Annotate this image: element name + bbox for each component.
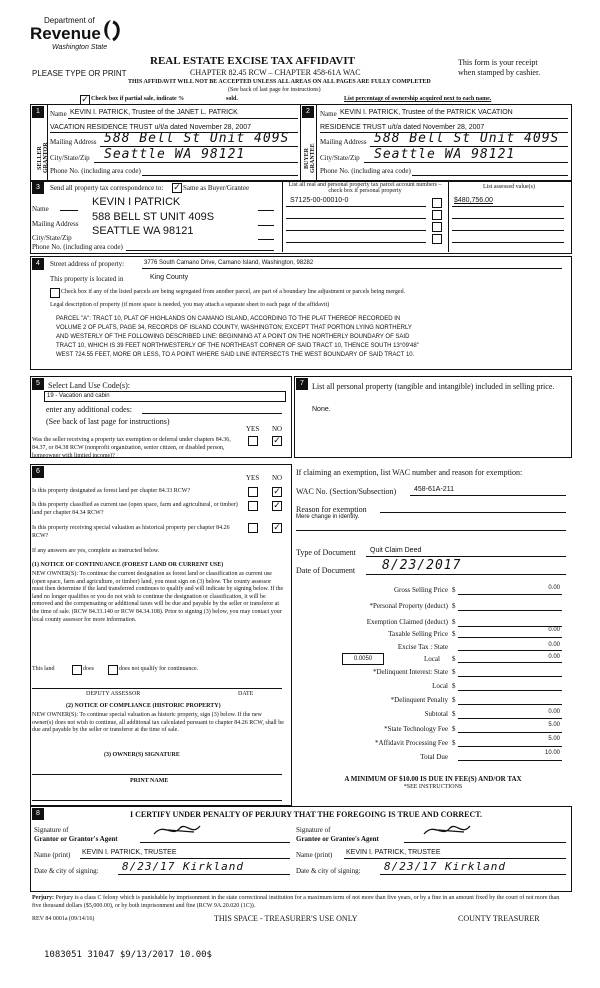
grantee-agent-label: Grantee or Grantee's Agent — [296, 835, 379, 843]
doc-type-label: Type of Document — [296, 548, 356, 557]
agency-line1: Department of — [44, 16, 95, 25]
certify-statement: I CERTIFY UNDER PENALTY OF PERJURY THAT THE FOREGOING IS TRUE AND CORRECT. — [130, 810, 483, 819]
seller-name[interactable]: KEVIN I. PATRICK, Trustee of the JANET L. PATRICK — [70, 109, 238, 116]
seller-city-label: City/State/Zip — [50, 154, 90, 162]
grantee-signature-label-1: Signature of — [296, 826, 331, 834]
exemption-yes-checkbox[interactable] — [248, 436, 258, 446]
exempt-currency: $ — [452, 618, 456, 626]
delinq-local-currency: $ — [452, 682, 456, 690]
personal-property-value[interactable]: None. — [312, 406, 331, 413]
delinq-pen-currency: $ — [452, 696, 456, 704]
form-revision: REV 84 0001a (09/14/16) — [32, 916, 95, 922]
section-8-number: 8 — [32, 808, 44, 820]
buyer-side-label: BUYER GRANTEE — [304, 143, 316, 173]
owner-signature-label: (3) OWNER(S) SIGNATURE — [104, 752, 180, 758]
section-7-number: 7 — [296, 378, 308, 390]
buyer-name-label: Name — [320, 110, 337, 118]
this-land-label: This land — [32, 666, 55, 672]
s6-no-label: NO — [272, 474, 283, 482]
personal-property-checkbox-4[interactable] — [432, 234, 442, 244]
assessed-value-header: List assessed value(s) — [483, 184, 535, 190]
county-label: This property is located in — [50, 275, 124, 283]
excise-state-value[interactable]: 0.00 — [548, 642, 560, 648]
local-currency: $ — [452, 655, 456, 663]
cashier-stamp: 1083051 31047 $9/13/2017 10.00$ — [44, 950, 212, 960]
assessed-value[interactable]: $480,756.00 — [454, 197, 493, 204]
seller-mailing[interactable]: 588 Bell St Unit 409S — [104, 131, 290, 146]
reason-label: Reason for exemption — [296, 505, 367, 514]
if-any-yes-note: If any answers are yes, complete as instructed below. — [32, 548, 160, 554]
segregated-label: Check box if any of the listed parcels are being segregated from another parcel, are part of a boundary line adjustment or parcels being merged. — [61, 289, 406, 295]
dor-logo-mark-icon — [100, 18, 122, 44]
s5-yes-label: YES — [246, 425, 260, 433]
s3-city-label: City/State/Zip — [32, 234, 72, 242]
current-use-no-checkbox[interactable]: ✓ — [273, 501, 281, 511]
grantee-signature[interactable] — [420, 820, 480, 840]
seller-name-label: Name — [50, 110, 67, 118]
taxable-currency: $ — [452, 630, 456, 638]
subtotal-value[interactable]: 0.00 — [548, 709, 560, 715]
buyer-name-2[interactable]: RESIDENCE TRUST u/t/a dated November 28, 2007 — [320, 124, 485, 131]
s3-mailing-label: Mailing Address — [32, 220, 79, 228]
total-due-value[interactable]: 10.00 — [544, 750, 560, 756]
buyer-mailing[interactable]: 588 Bell St Unit 409S — [374, 131, 560, 146]
print-name-label: PRINT NAME — [130, 778, 169, 784]
deputy-assessor-label: DEPUTY ASSESSOR — [86, 691, 141, 697]
grantor-print-name[interactable]: KEVIN I. PATRICK, TRUSTEE — [82, 849, 177, 856]
exemption-question: Was the seller receiving a property tax exemption or deferral under chapters 84.36, 84.37, or 84.38 RCW (nonprofit organization, senior citizen, or disabled person, homeowner with limited income)? — [32, 437, 231, 459]
partial-sale-label: Check box if partial sale, indicate % — [91, 96, 185, 102]
legal-line-5: WEST 724.55 FEET, MORE OR LESS, TO A POINT WHERE SAID LINE INTERSECTS THE WEST BOUNDARY OF SAID TRACT 10. — [56, 352, 415, 358]
section-6-number: 6 — [32, 466, 44, 478]
grantee-name-label: Name (print) — [296, 851, 333, 859]
doc-type-value[interactable]: Quit Claim Deed — [370, 547, 422, 554]
parcel-number[interactable]: S7125-00-00010-0 — [290, 197, 349, 204]
legal-line-4: TRACT 10, WHICH IS 39 FEET NORTHWESTERLY OF THE NORTHEAST CORNER OF SAID TRACT 10, THENCE SOUTH 13°09'48" — [56, 343, 419, 349]
personal-property-checkbox-1[interactable] — [432, 198, 442, 208]
exemption-no-checkbox[interactable]: ✓ — [273, 436, 281, 446]
delinquent-penalty-label: *Delinquent Penalty — [390, 696, 448, 704]
perjury-notice — [32, 894, 568, 910]
see-instructions-note: *SEE INSTRUCTIONS — [403, 784, 463, 790]
tech-fee-currency: $ — [452, 725, 456, 733]
section-5-number: 5 — [32, 378, 44, 390]
local-label: Local — [424, 655, 440, 663]
county-value[interactable]: King County — [150, 274, 189, 281]
local-value[interactable]: 0.00 — [548, 654, 560, 660]
taxable-value[interactable]: 0.00 — [548, 627, 560, 633]
additional-codes-label: enter any additional codes: — [46, 405, 132, 414]
forest-question: Is this property designated as forest land per chapter 84.33 RCW? — [32, 488, 191, 494]
dor-logo — [30, 16, 130, 66]
minimum-fee-note: A MINIMUM OF $10.00 IS DUE IN FEE(S) AND/OR TAX — [344, 775, 522, 783]
historic-no-checkbox[interactable]: ✓ — [273, 523, 281, 533]
grantor-name-label: Name (print) — [34, 851, 71, 859]
land-does-checkbox[interactable] — [72, 665, 82, 675]
reason-value[interactable]: Mere change in identity. — [296, 514, 360, 520]
notice-continuance-title: (1) NOTICE OF CONTINUANCE (FOREST LAND OR CURRENT USE) — [32, 562, 224, 568]
delinq-int-currency: $ — [452, 668, 456, 676]
notice-compliance-text: NEW OWNER(S): To continue special valuation as historic property, sign (3) below. If the new owner(s) does not wish to continue, all additional tax calculated pursuant to chapter 84.26 RCW, shall be due and payable by the seller or transferor at the time of sale. — [32, 712, 284, 734]
legal-description-label: Legal description of property (if more space is needed, you may attach a separate sheet to each page of the affidavit) — [50, 302, 330, 308]
historic-question: Is this property receiving special valuation as historical property per chapter 84.26 RCW? — [32, 525, 230, 539]
seller-city[interactable]: Seattle WA 98121 — [104, 147, 246, 162]
street-address[interactable]: 3776 South Camano Drive, Camano Island, Washington, 98282 — [144, 260, 314, 266]
s3-name[interactable]: KEVIN I PATRICK — [92, 196, 181, 208]
buyer-phone-label: Phone No. (including area code) — [320, 167, 411, 175]
excise-state-label: Excise Tax : State — [397, 643, 448, 651]
print-note: PLEASE TYPE OR PRINT — [32, 69, 127, 78]
section-2-number: 2 — [302, 106, 314, 118]
agency-line2: Revenue — [30, 24, 101, 43]
instructions-note: (See back of last page for instructions) — [228, 87, 321, 93]
affidavit-fee-currency: $ — [452, 739, 456, 747]
grantor-signature[interactable] — [150, 820, 210, 840]
legal-line-3: AND WESTERLY OF THE FOLLOWING DESCRIBED LINE: BEGINNING AT A POINT ON THE NORTHERLY BOUNDARY OF SAID — [56, 334, 410, 340]
land-use-label: Select Land Use Code(s): — [48, 381, 130, 390]
delinquent-interest-label: *Delinquent Interest: State — [372, 668, 448, 676]
land-use-select[interactable]: 19 - Vacation and cabin — [44, 391, 286, 402]
current-use-question: Is this property classified as current use (open space, farm and agricultural, or timber) land per chapter 84.34 RCW? — [32, 502, 238, 516]
seller-mailing-label: Mailing Address — [50, 138, 97, 146]
grantor-date-city[interactable]: 8/23/17 Kirkland — [122, 860, 244, 873]
parcel-accounts-header: List all real and personal property tax parcel account numbers – check box if personal property — [288, 182, 442, 194]
grantee-print-name[interactable]: KEVIN I. PATRICK, TRUSTEE — [346, 849, 441, 856]
grantor-signature-label-1: Signature of — [34, 826, 69, 834]
treasurer-use-only: THIS SPACE - TREASURER'S USE ONLY — [214, 914, 358, 923]
land-does-label: does — [83, 666, 94, 672]
buyer-mailing-label: Mailing Address — [320, 138, 367, 146]
subtotal-currency: $ — [452, 710, 456, 718]
partial-sale-checkbox[interactable]: ✓ — [81, 95, 89, 105]
land-does-not-label: does not qualify for continuance. — [119, 666, 199, 672]
grantee-date-label: Date & city of signing: — [296, 867, 361, 875]
form-chapter: CHAPTER 82.45 RCW – CHAPTER 458-61A WAC — [190, 68, 361, 77]
personal-deduct-label: *Personal Property (deduct) — [369, 602, 448, 610]
buyer-name[interactable]: KEVIN I. PATRICK, Trustee of the PATRICK VACATION — [340, 109, 513, 116]
historic-yes-checkbox[interactable] — [248, 523, 258, 533]
grantee-date-city[interactable]: 8/23/17 Kirkland — [384, 860, 506, 873]
grantor-agent-label: Grantor or Grantor's Agent — [34, 835, 118, 843]
doc-date-value[interactable]: 8/23/2017 — [382, 558, 462, 573]
legal-line-2: VOLUME 2 OF PLATS, PAGE 34, RECORDS OF ISLAND COUNTY, WASHINGTON; EXCEPT THAT PORTION LYING NORTHERLY — [56, 325, 412, 331]
land-use-see-back: (See back of last page for instructions) — [46, 417, 170, 426]
delinquent-local-label: Local — [432, 682, 448, 690]
deputy-date-label: DATE — [238, 691, 254, 697]
receipt-note-1: This form is your receipt — [458, 58, 538, 67]
s6-yes-label: YES — [246, 474, 260, 482]
total-due-label: Total Due — [420, 753, 448, 761]
forest-yes-checkbox[interactable] — [248, 487, 258, 497]
same-as-buyer-checkbox[interactable]: ✓ — [173, 183, 181, 193]
same-as-buyer-label: Same as Buyer/Grantee — [183, 184, 250, 192]
seller-phone-label: Phone No. (including area code) — [50, 167, 141, 175]
s3-name-label: Name — [32, 205, 49, 213]
county-treasurer-label: COUNTY TREASURER — [458, 914, 540, 923]
forest-no-checkbox[interactable]: ✓ — [273, 487, 281, 497]
exemption-deduct-label: Exemption Claimed (deduct) — [366, 618, 448, 626]
perjury-text: Perjury is a class C felony which is punishable by imprisonment in the state correctional institution for a maximum term of not more than five years, or by a fine in an amount fixed by the court of not more than five thousand dollars ($5,000.00), or by both imprisonment and fine (RCW 9A.20.020 (1C)). — [32, 895, 560, 909]
s3-city[interactable]: SEATTLE WA 98121 — [92, 225, 194, 237]
land-does-not-checkbox[interactable] — [108, 665, 118, 675]
receipt-note-2: when stamped by cashier. — [458, 68, 541, 77]
section-3-number: 3 — [32, 182, 44, 194]
send-correspondence-label: Send all property tax correspondence to: — [50, 184, 164, 192]
wac-value[interactable]: 458-61A-211 — [414, 486, 454, 493]
form-warning: THIS AFFIDAVIT WILL NOT BE ACCEPTED UNLESS ALL AREAS ON ALL PAGES ARE FULLY COMPLETED — [128, 79, 431, 85]
wac-label: WAC No. (Section/Subsection) — [296, 487, 397, 496]
personal-currency: $ — [452, 602, 456, 610]
seller-name-2[interactable]: VACATION RESIDENCE TRUST u/t/a dated November 28, 2007 — [50, 124, 252, 131]
exemption-heading: If claiming an exemption, list WAC number and reason for exemption: — [296, 468, 523, 477]
grantor-date-label: Date & city of signing: — [34, 867, 99, 875]
perjury-bold: Perjury: — [32, 895, 54, 901]
s3-mailing[interactable]: 588 BELL ST UNIT 409S — [92, 211, 215, 223]
gross-label: Gross Selling Price — [393, 586, 448, 594]
segregated-checkbox[interactable] — [50, 288, 60, 298]
s5-no-label: NO — [272, 425, 283, 433]
subtotal-label: Subtotal — [424, 710, 448, 718]
seller-side-label: SELLER GRANTOR — [37, 142, 49, 174]
sold-label: sold. — [226, 96, 238, 102]
section-1-number: 1 — [32, 106, 44, 118]
tech-fee-label: *State Technology Fee — [384, 725, 448, 733]
form-title: REAL ESTATE EXCISE TAX AFFIDAVIT — [150, 55, 355, 67]
personal-property-checkbox-2[interactable] — [432, 210, 442, 220]
affidavit-fee-value[interactable]: 5.00 — [548, 736, 560, 742]
notice-continuance-text: NEW OWNER(S): To continue the current designation as forest land or classification as current use (open space, farm and agriculture, or timber) land, you must sign on (3) below. The county assessor must then determine if the land transferred continues to qualify and will indicate by signing below. If the land no longer qualifies or you do not wish to continue the designation or classification, it will be removed and the compensating or additional taxes will be due and payable by the seller or transferor at the time of sale. (RCW 84.33.140 or RCW 84.34.108). Prior to signing (3) below, you may contact your local county assessor for more information. — [32, 571, 284, 623]
notice-compliance-title: (2) NOTICE OF COMPLIANCE (HISTORIC PROPERTY) — [66, 703, 221, 709]
taxable-label: Taxable Selling Price — [388, 630, 448, 638]
local-rate-input[interactable]: 0.0050 — [342, 653, 384, 665]
street-address-label: Street address of property: — [50, 260, 125, 268]
section-4-number: 4 — [32, 258, 44, 270]
agency-line3: Washington State — [52, 44, 108, 51]
s3-phone-label: Phone No. (including area code) — [32, 243, 123, 251]
tech-fee-value[interactable]: 5.00 — [548, 722, 560, 728]
legal-line-1: PARCEL "A": TRACT 10, PLAT OF HIGHLANDS ON CAMANO ISLAND, ACCORDING TO THE PLAT THEREOF RECORDED IN — [56, 316, 401, 322]
personal-property-label: List all personal property (tangible and intangible) included in selling price. — [312, 382, 555, 391]
gross-currency: $ — [452, 586, 456, 594]
current-use-yes-checkbox[interactable] — [248, 501, 258, 511]
ownership-label: List percentage of ownership acquired next to each name. — [344, 96, 492, 102]
gross-value[interactable]: 0.00 — [548, 585, 560, 591]
doc-date-label: Date of Document — [296, 566, 356, 575]
buyer-city-label: City/State/Zip — [320, 154, 360, 162]
buyer-city[interactable]: Seattle WA 98121 — [374, 147, 516, 162]
affidavit-fee-label: *Affidavit Processing Fee — [375, 739, 448, 747]
personal-property-checkbox-3[interactable] — [432, 222, 442, 232]
